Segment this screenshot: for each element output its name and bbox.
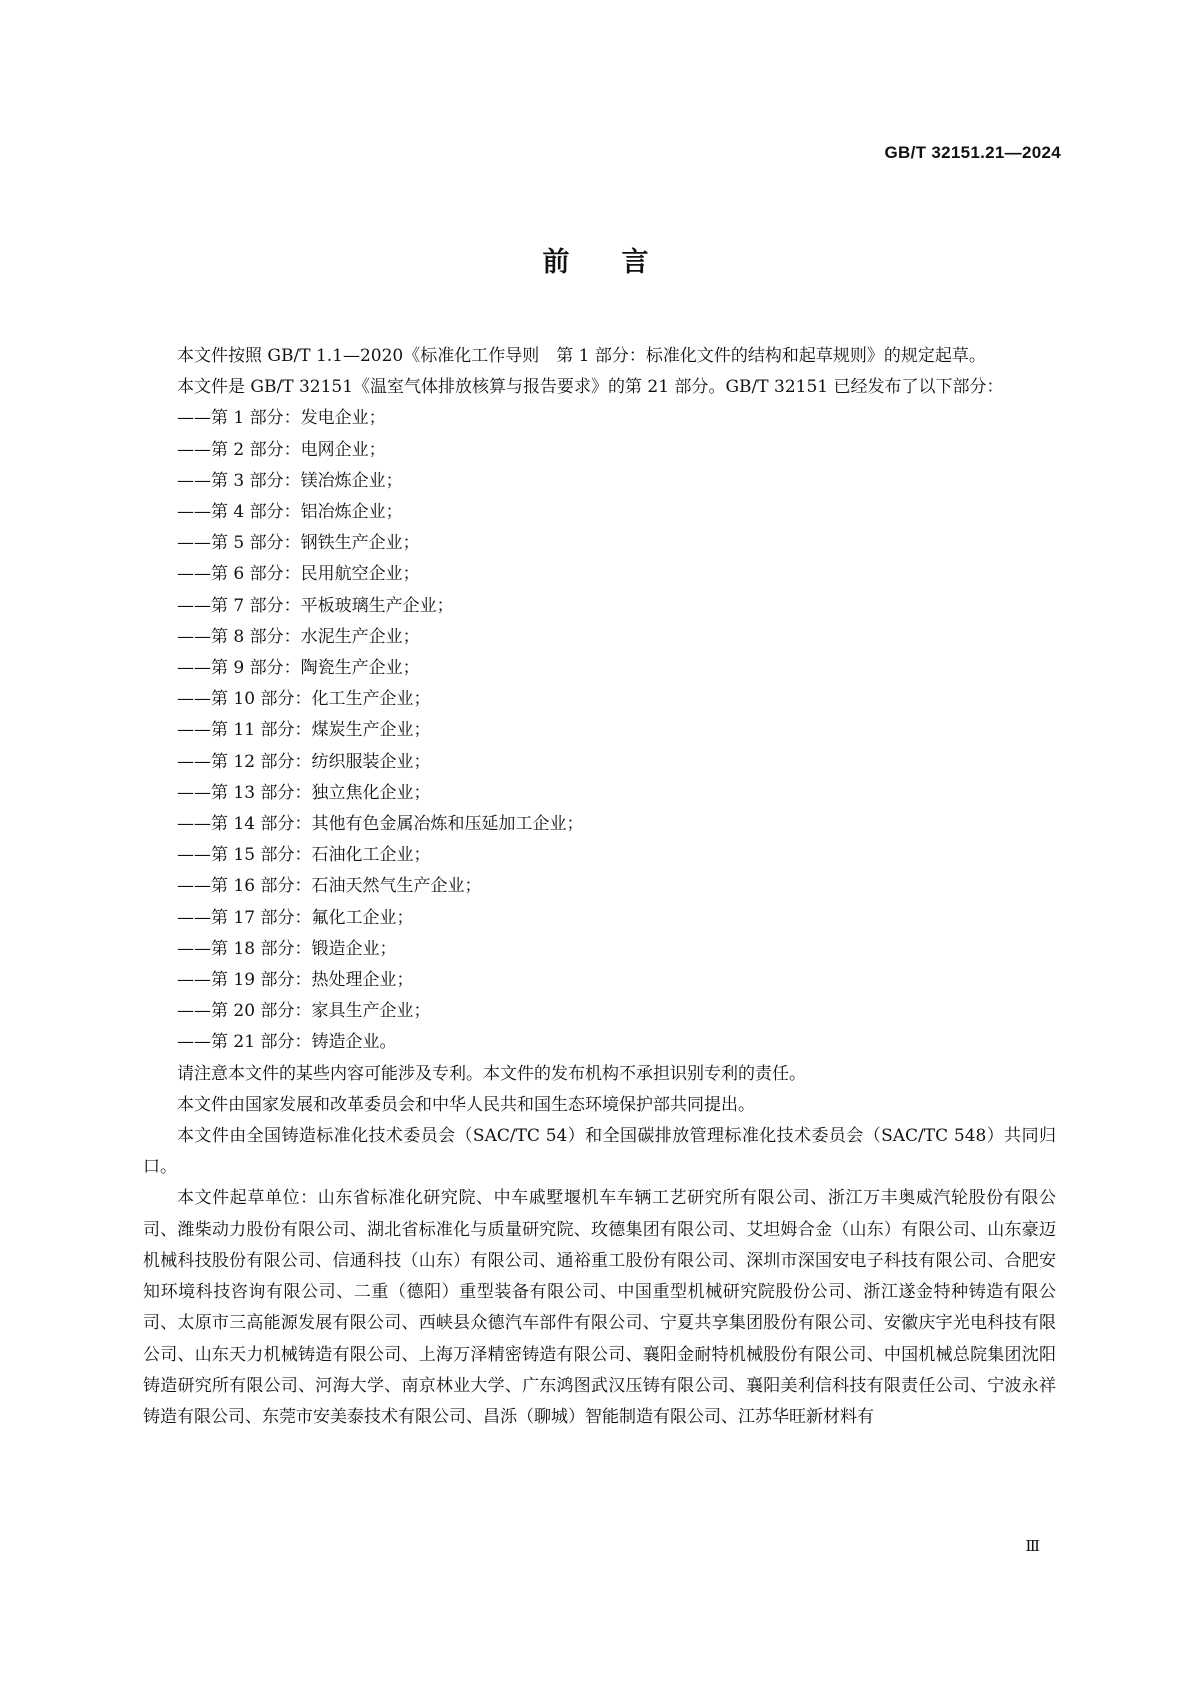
list-item: ——第 14 部分：其他有色金属冶炼和压延加工企业； bbox=[177, 814, 584, 835]
paragraph-patent-notice: 请注意本文件的某些内容可能涉及专利。本文件的发布机构不承担识别专利的责任。 bbox=[177, 1063, 806, 1084]
list-item: ——第 5 部分：钢铁生产企业； bbox=[177, 533, 420, 554]
list-item: ——第 8 部分：水泥生产企业； bbox=[177, 626, 420, 647]
parts-list bbox=[143, 403, 1056, 1058]
list-item: ——第 19 部分：热处理企业； bbox=[177, 970, 414, 991]
paragraph-proposer: 本文件由国家发展和改革委员会和中华人民共和国生态环境保护部共同提出。 bbox=[177, 1094, 755, 1115]
page-title: 前言 bbox=[542, 247, 701, 278]
list-item: ——第 6 部分：民用航空企业； bbox=[177, 564, 420, 585]
document-code: GB/T 32151.21—2024 bbox=[884, 143, 1061, 162]
list-item: ——第 1 部分：发电企业； bbox=[177, 408, 386, 429]
list-item: ——第 17 部分：氟化工企业； bbox=[177, 907, 414, 928]
paragraph-drafting-units: 本文件起草单位：山东省标准化研究院、中车戚墅堰机车车辆工艺研究所有限公司、浙江万丰奥威汽轮股份有限公司、潍柴动力股份有限公司、湖北省标准化与质量研究院、玫德集团有限公司、艾坦姆合金（山东）有限公司、山东豪迈机械科技股份有限公司、信通科技（山东）有限公司、通裕重工股份有限公司、深圳市深国安电子科技有限公司、合肥安知环境科技咨询有限公司、二重（德阳）重型装备有限公司、中国重型机械研究院股份公司、浙江遂金特种铸造有限公司、太原市三高能源发展有限公司、西峡县众德汽车部件有限公司、宁夏共享集团股份有限公司、安徽庆宇光电科技有限公司、山东天力机械铸造有限公司、上海万泽精密铸造有限公司、襄阳金耐特机械股份有限公司、中国机械总院集团沈阳铸造研究所有限公司、河海大学、南京林业大学、广东鸿图武汉压铸有限公司、襄阳美利信科技有限责任公司、宁波永祥铸造有限公司、东莞市安美泰技术有限公司、昌泺（聊城）智能制造有限公司、江苏华旺新材料有 bbox=[143, 1188, 1056, 1427]
list-item: ——第 13 部分：独立焦化企业； bbox=[177, 782, 431, 803]
list-item: ——第 15 部分：石油化工企业； bbox=[177, 845, 431, 866]
list-item: ——第 9 部分：陶瓷生产企业； bbox=[177, 658, 420, 679]
list-item: ——第 10 部分：化工生产企业； bbox=[177, 689, 431, 710]
paragraph-drafting-rules: 本文件按照 GB/T 1.1—2020《标准化工作导则 第 1 部分：标准化文件的结构和起草规则》的规定起草。 bbox=[177, 346, 986, 366]
list-item: ——第 7 部分：平板玻璃生产企业； bbox=[177, 595, 454, 616]
list-item: ——第 18 部分：锻造企业； bbox=[177, 938, 397, 959]
list-item: ——第 11 部分：煤炭生产企业； bbox=[177, 720, 431, 741]
list-item: ——第 4 部分：铝冶炼企业； bbox=[177, 502, 403, 523]
document-body bbox=[143, 341, 1056, 1433]
list-item: ——第 21 部分：铸造企业。 bbox=[177, 1032, 397, 1053]
list-item: ——第 3 部分：镁冶炼企业； bbox=[177, 470, 403, 491]
list-item: ——第 16 部分：石油天然气生产企业； bbox=[177, 876, 482, 897]
paragraph-series-intro: 本文件是 GB/T 32151《温室气体排放核算与报告要求》的第 21 部分。GB/T 32151 已经发布了以下部分： bbox=[177, 377, 1004, 398]
page-number: Ⅲ bbox=[1025, 1537, 1040, 1555]
list-item: ——第 12 部分：纺织服装企业； bbox=[177, 751, 431, 772]
list-item: ——第 20 部分：家具生产企业； bbox=[177, 1001, 431, 1022]
paragraph-technical-committee: 本文件由全国铸造标准化技术委员会（SAC/TC 54）和全国碳排放管理标准化技术委员会（SAC/TC 548）共同归口。 bbox=[143, 1126, 1056, 1178]
list-item: ——第 2 部分：电网企业； bbox=[177, 439, 386, 460]
